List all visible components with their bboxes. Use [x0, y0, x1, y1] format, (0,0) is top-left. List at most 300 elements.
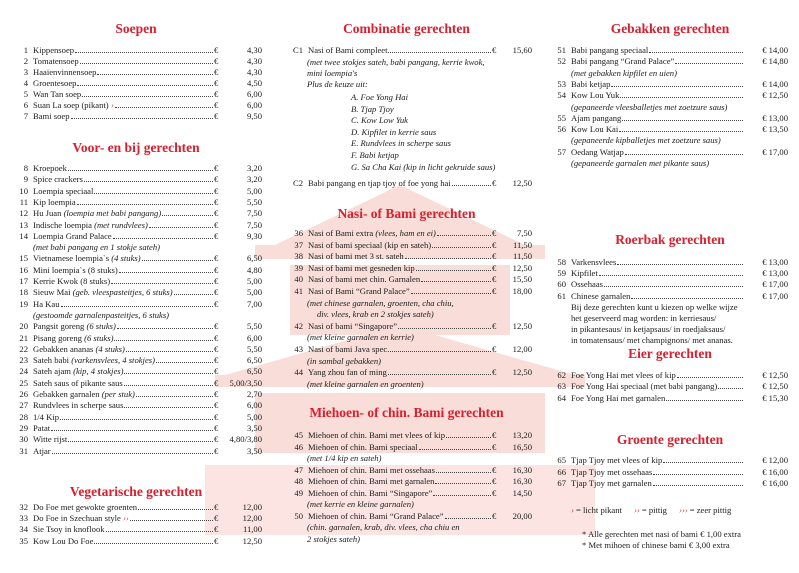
menu-item: [552, 393, 788, 404]
item-name: Oedang Watjap: [571, 146, 624, 157]
item-name: Chinese garnalen: [571, 290, 631, 301]
item-number: 1: [23, 45, 28, 55]
item-note: div. vlees, krab en 2 stokjes sateh): [317, 309, 434, 320]
item-number: 49: [294, 487, 303, 498]
menu-item: [10, 378, 262, 389]
footnote: * Alle gerechten met nasi of bami € 1,00 extra: [582, 529, 741, 539]
item-currency: €: [214, 264, 219, 275]
item-name-wrap: [33, 67, 214, 78]
item-number: 10: [19, 185, 28, 196]
leader-dots: [142, 253, 213, 261]
combi-choice: C. Kow Low Yuk: [351, 115, 408, 126]
item-price: 5,50: [246, 321, 262, 332]
leader-dots: [405, 251, 491, 259]
item-number: 37: [294, 239, 303, 250]
item-number: 5: [23, 89, 28, 99]
menu-item: [552, 268, 788, 279]
item-price: 2,70: [246, 389, 262, 399]
item-name: Kow Lou Kai: [571, 124, 619, 135]
leader-dots: [653, 467, 743, 475]
item-note: (met kleine garnalen en kerrie): [307, 332, 414, 343]
item-currency: €: [214, 343, 219, 354]
item-name-wrap: [33, 378, 214, 389]
item-price: € 16,00: [762, 466, 788, 477]
item-currency: €: [214, 287, 219, 298]
item-number: 54: [557, 90, 566, 101]
item-name-wrap: [308, 240, 492, 251]
menu-item: [281, 488, 532, 499]
item-name: Kipfilet: [571, 268, 598, 279]
leader-dots: [84, 174, 213, 182]
legend-label: = zeer pittig: [689, 505, 732, 515]
item-name-wrap: [308, 274, 492, 285]
item-number: C2: [292, 178, 303, 188]
item-number: 35: [19, 535, 28, 546]
menu-item: [10, 231, 262, 242]
item-currency: €: [214, 253, 219, 264]
leader-dots: [71, 111, 213, 119]
leader-dots: [419, 442, 491, 450]
item-name-wrap: [33, 186, 214, 197]
menu-item: [10, 89, 262, 100]
item-name-wrap: [33, 89, 214, 100]
item-name: Hu Juan (loempia met babi pangang): [33, 208, 162, 219]
item-price: 4,30: [246, 56, 262, 66]
leader-dots: [398, 321, 491, 329]
item-note: (met babi pangang en 1 stokje sateh): [33, 242, 160, 253]
item-currency: €: [214, 45, 219, 55]
leader-dots: [51, 423, 213, 431]
item-number: 56: [557, 124, 566, 135]
item-name: Vietnamese loempia`s (4 stuks): [33, 253, 141, 264]
item-name: Nasi of bami “Singapore”: [308, 320, 398, 331]
roerbak-heading: Roerbak gerechten: [615, 232, 725, 247]
item-number: 67: [557, 478, 566, 489]
item-number: 53: [557, 78, 566, 89]
item-currency: €: [492, 228, 497, 238]
item-note: (met chinese garnalen, groenten, cha chiu,: [307, 297, 454, 308]
leader-dots: [174, 287, 213, 295]
item-note: (gepaneerde kipballetjes met zoetzure saus): [571, 135, 721, 146]
item-currency: €: [214, 298, 219, 309]
menu-item: [281, 476, 532, 487]
item-currency: €: [492, 510, 497, 521]
item-currency: €: [492, 320, 497, 331]
item-name: Babi pangang en tjap tjoy of foe yong hai: [308, 178, 451, 188]
item-description: (per stuk): [101, 389, 135, 399]
item-price: € 14,80: [762, 56, 788, 67]
item-number: 65: [557, 455, 566, 465]
item-name-wrap: [308, 488, 492, 499]
menu-item: [552, 113, 788, 124]
item-price: 12,50: [512, 262, 532, 273]
item-name: Kerrie Kwok (8 stuks): [33, 276, 111, 286]
item-number: 2: [23, 56, 28, 66]
item-currency: €: [214, 56, 219, 66]
item-name-wrap: [33, 333, 214, 344]
item-currency: €: [214, 422, 219, 433]
leader-dots: [117, 321, 213, 329]
item-name-wrap: [33, 446, 214, 457]
leader-dots: [619, 124, 743, 132]
item-name: Gebakken ananas (4 stuks): [33, 343, 125, 354]
item-name-wrap: [33, 56, 214, 67]
item-name-wrap: [308, 344, 492, 355]
menu-item: [281, 240, 532, 251]
item-price: 15,60: [512, 45, 532, 55]
item-name-wrap: [308, 476, 492, 487]
item-price: 3,20: [246, 174, 262, 185]
item-name: Haaienvinnensoep: [33, 67, 97, 77]
menu-item: [10, 45, 262, 56]
item-name-wrap: [33, 389, 214, 400]
leader-dots: [119, 265, 213, 273]
roerbak-explanation: in pikantesaus/ in ketjapsaus/ in roedjaksaus/: [571, 324, 726, 334]
item-description: (6 stuks): [84, 332, 114, 343]
item-number: 52: [557, 56, 566, 67]
item-name-wrap: [33, 321, 214, 332]
leader-dots: [130, 513, 213, 521]
item-name: Kow Lou Yuk: [571, 90, 620, 101]
item-currency: €: [492, 274, 497, 285]
item-price: 12,50: [512, 178, 532, 188]
item-name-wrap: [571, 268, 744, 279]
item-price: 9,30: [246, 230, 262, 241]
menu-item: [10, 434, 262, 445]
menu-item: [10, 299, 262, 310]
item-currency: €: [214, 163, 219, 173]
item-number: 3: [23, 67, 28, 77]
item-name: Sie Tsoy in knoflook: [33, 524, 105, 535]
item-name: Miehoen of chin. Bami met garnalen: [308, 476, 435, 486]
item-name: Pisang goreng (6 stuks): [33, 332, 114, 343]
item-name-wrap: [571, 79, 744, 90]
menu-item: [10, 265, 262, 276]
item-number: 59: [557, 268, 566, 279]
item-price: 6,50: [246, 366, 262, 377]
item-number: 31: [19, 445, 28, 456]
chili-icon: ›: [110, 100, 114, 110]
item-price: 15,50: [512, 274, 532, 285]
item-price: 7,50: [246, 219, 262, 230]
item-price: 6,00: [246, 89, 262, 99]
item-name: Tjap Tjoy met ossehaas: [571, 466, 653, 477]
item-number: 57: [557, 146, 566, 157]
item-note: (met kerrie en kleine garnalen): [307, 499, 414, 509]
item-price: 6,00: [246, 400, 262, 411]
menu-item: [281, 178, 532, 189]
item-price: 5,00: [246, 287, 262, 298]
item-name: Bami soep: [33, 111, 70, 121]
item-name-wrap: [33, 253, 214, 264]
item-name: Nasi of bami met 3 st. sateh: [308, 251, 404, 262]
item-number: 4: [23, 78, 28, 88]
menu-item: [10, 287, 262, 298]
miehoen-heading: Miehoen- of chin. Bami gerechten: [309, 405, 504, 420]
item-number: 12: [19, 208, 28, 219]
item-price: 12,50: [512, 320, 532, 331]
item-price: 12,00: [242, 513, 262, 524]
leader-dots: [446, 430, 491, 438]
menu-item: [10, 344, 262, 355]
leader-dots: [631, 291, 743, 299]
item-currency: €: [214, 67, 219, 77]
nasi-bami-heading: Nasi- of Bami gerechten: [337, 206, 476, 221]
item-name-wrap: [33, 276, 214, 287]
menu-item: [552, 79, 788, 90]
item-name-wrap: [308, 430, 492, 441]
menu-item: [552, 147, 788, 158]
item-note: (gestoomde garnalenpasteitjes, 6 stuks): [33, 309, 170, 320]
item-name: Tomatensoep: [33, 56, 79, 66]
item-price: 12,50: [512, 367, 532, 378]
item-price: 16,50: [512, 441, 532, 452]
menu-item: [10, 412, 262, 423]
item-price: € 17,00: [762, 290, 788, 301]
item-name: Do Foe in Szechuan style ››: [33, 513, 129, 524]
combi-choice-label: Plus de keuze uit:: [307, 79, 368, 89]
item-currency: €: [492, 430, 497, 440]
leader-dots: [599, 268, 743, 276]
item-number: 64: [557, 392, 566, 403]
menu-item: [10, 513, 262, 524]
item-name: Patat: [33, 422, 51, 433]
item-price: € 14,00: [762, 78, 788, 89]
item-price: € 12,50: [762, 370, 788, 380]
leader-dots: [106, 524, 213, 532]
item-name-wrap: [33, 287, 214, 298]
item-name: Foe Yong Hai met garnalen: [571, 392, 666, 403]
item-price: € 14,00: [762, 45, 788, 55]
menu-item: [552, 381, 788, 392]
item-currency: €: [214, 434, 219, 445]
leader-dots: [136, 389, 213, 397]
combinatie-heading: Combinatie gerechten: [343, 21, 470, 36]
item-name-wrap: [33, 111, 214, 122]
leader-dots: [94, 536, 213, 544]
roerbak-explanation: het geserveerd mag worden: in kerriesaus/: [571, 313, 717, 323]
item-name-wrap: [308, 367, 492, 378]
item-number: 11: [19, 196, 28, 207]
item-price: € 13,00: [762, 268, 788, 279]
item-name-wrap: [571, 279, 744, 290]
leader-dots: [388, 45, 491, 53]
item-number: 30: [19, 434, 28, 445]
item-number: 38: [294, 251, 303, 262]
menu-item: [281, 228, 532, 239]
item-currency: €: [492, 239, 497, 250]
item-name: Miehoen of chin. Bami met ossehaas: [308, 464, 435, 475]
combi-choice: E. Rundvlees in scherpe saus: [351, 138, 451, 149]
leader-dots: [124, 366, 213, 374]
item-currency: €: [492, 487, 497, 498]
leader-dots: [421, 274, 491, 282]
item-name-wrap: [571, 467, 744, 478]
item-name: Nasi of bami met gesneden kip: [308, 262, 415, 273]
item-number: 45: [294, 430, 303, 440]
item-name-wrap: [571, 113, 744, 124]
item-currency: €: [214, 89, 219, 99]
menu-item: [281, 45, 532, 56]
leader-dots: [436, 465, 491, 473]
item-name: Indische loempia (met rundvlees): [33, 219, 148, 230]
menu-item: [10, 197, 262, 208]
item-name: Kroepoek: [33, 163, 67, 173]
item-currency: €: [214, 332, 219, 343]
leader-dots: [649, 45, 743, 53]
item-name-wrap: [33, 265, 214, 276]
item-description: (4 stuks): [111, 253, 141, 264]
combi-description: (met twee stokjes sateh, babi pangang, kerrie kwok,: [307, 57, 485, 67]
item-name: Babi pangang speciaal: [571, 45, 649, 55]
item-name: Suan La soep (pikant) ›: [33, 100, 114, 110]
item-name: Yang zhou fan of ming: [308, 367, 387, 378]
item-name: Wan Tan soep: [33, 89, 82, 99]
menu-item: [10, 423, 262, 434]
item-number: 47: [294, 464, 303, 475]
item-currency: €: [492, 476, 497, 486]
item-number: 23: [19, 355, 28, 366]
item-price: € 15,30: [762, 392, 788, 403]
item-name: Pangsit goreng (6 stuks): [33, 321, 116, 332]
menu-item: [552, 257, 788, 268]
groente-heading: Groente gerechten: [616, 432, 724, 447]
item-currency: €: [492, 286, 497, 296]
item-number: 18: [19, 287, 28, 298]
item-currency: €: [214, 111, 219, 121]
item-number: 20: [19, 321, 28, 332]
menu-item: [281, 442, 532, 453]
item-name: Foe Yong Hai met vlees of kip: [571, 370, 676, 380]
menu-item: [10, 400, 262, 411]
item-currency: €: [214, 355, 219, 366]
item-currency: €: [492, 344, 497, 354]
leader-dots: [435, 476, 491, 484]
item-number: 50: [294, 510, 303, 521]
leader-dots: [452, 178, 491, 186]
item-name: Ossehaas: [571, 279, 603, 290]
combi-choice: G. Sa Cha Kai (kip in licht gekruide saus): [351, 161, 496, 172]
leader-dots: [111, 276, 213, 284]
item-price: 12,00: [242, 502, 262, 512]
item-name: Miehoen of chin. Bami met vlees of kip: [308, 430, 445, 440]
menu-item: [552, 478, 788, 489]
item-name-wrap: [308, 511, 492, 522]
leader-dots: [75, 45, 213, 53]
menu-item: [10, 163, 262, 174]
leader-dots: [52, 446, 213, 454]
leader-dots: [162, 208, 213, 216]
menu-item: [10, 366, 262, 377]
voor-en-bij-heading: Voor- en bij gerechten: [72, 140, 200, 155]
leader-dots: [60, 412, 213, 420]
menu-item: [10, 253, 262, 264]
item-name: Nasi of bami met chin. Garnalen: [308, 274, 421, 285]
item-currency: €: [214, 174, 219, 185]
item-name-wrap: [308, 286, 492, 297]
item-name-wrap: [33, 536, 214, 547]
item-description: (loempia met babi pangang): [63, 208, 162, 219]
menu-item: [281, 274, 532, 285]
item-currency: €: [492, 45, 497, 55]
item-price: 4,80: [246, 264, 262, 275]
menu-item: [10, 355, 262, 366]
leader-dots: [68, 163, 213, 171]
item-price: 11,50: [512, 239, 532, 250]
item-number: 7: [23, 111, 28, 121]
item-name: Do Foe met gewokte groenten: [33, 502, 138, 512]
item-name: Sateh saus of pikante saus: [33, 377, 123, 388]
leader-dots: [653, 478, 743, 486]
item-number: 55: [557, 112, 566, 123]
item-currency: €: [214, 196, 219, 207]
menu-item: [10, 446, 262, 457]
item-price: 11,00: [242, 524, 262, 535]
item-price: 12,50: [242, 535, 262, 546]
item-name-wrap: [33, 231, 214, 242]
item-number: 42: [294, 320, 303, 331]
item-note: (in sambal gebakken): [307, 355, 381, 366]
item-price: 3,20: [246, 163, 262, 173]
menu-item: [10, 100, 262, 111]
item-name-wrap: [308, 442, 492, 453]
leader-dots: [61, 299, 214, 307]
leader-dots: [437, 228, 491, 236]
item-number: 32: [19, 502, 28, 512]
menu-item: [10, 502, 262, 513]
item-name-wrap: [571, 124, 744, 135]
item-name-wrap: [33, 100, 214, 111]
roerbak-explanation: in tomatensaus/ met champignons/ met ananas.: [571, 335, 733, 345]
item-number: 43: [294, 344, 303, 354]
item-number: 63: [557, 381, 566, 392]
leader-dots: [80, 56, 213, 64]
item-number: 33: [19, 513, 28, 524]
item-name: Nasi of Bami “Grand Palace”: [308, 286, 410, 296]
item-currency: €: [214, 219, 219, 230]
item-name-wrap: [308, 45, 492, 56]
soepen-heading: Soepen: [115, 21, 157, 36]
item-currency: €: [492, 441, 497, 452]
item-price: 7,50: [246, 208, 262, 219]
item-name-wrap: [33, 412, 214, 423]
leader-dots: [156, 355, 213, 363]
menu-item: [281, 367, 532, 378]
item-name: Sateh babi (varkensvlees, 4 stokjes): [33, 355, 155, 366]
item-currency: €: [214, 230, 219, 241]
leader-dots: [411, 286, 491, 294]
item-currency: €: [214, 389, 219, 399]
leader-dots: [718, 381, 743, 389]
item-name-wrap: [33, 400, 214, 411]
menu-item: [281, 263, 532, 274]
item-name-wrap: [571, 291, 744, 302]
item-currency: €: [492, 178, 497, 188]
item-currency: €: [214, 208, 219, 219]
item-name-wrap: [33, 78, 214, 89]
menu-item: [10, 389, 262, 400]
item-name-wrap: [33, 524, 214, 535]
item-name-wrap: [571, 455, 744, 466]
item-price: 18,00: [512, 286, 532, 296]
item-name: 1/4 Kip: [33, 411, 60, 422]
item-currency: €: [214, 445, 219, 456]
item-currency: €: [214, 366, 219, 377]
item-number: 9: [23, 174, 28, 185]
item-name-wrap: [571, 381, 744, 392]
item-price: 4,80/3,80: [229, 434, 262, 445]
menu-item: [10, 536, 262, 547]
